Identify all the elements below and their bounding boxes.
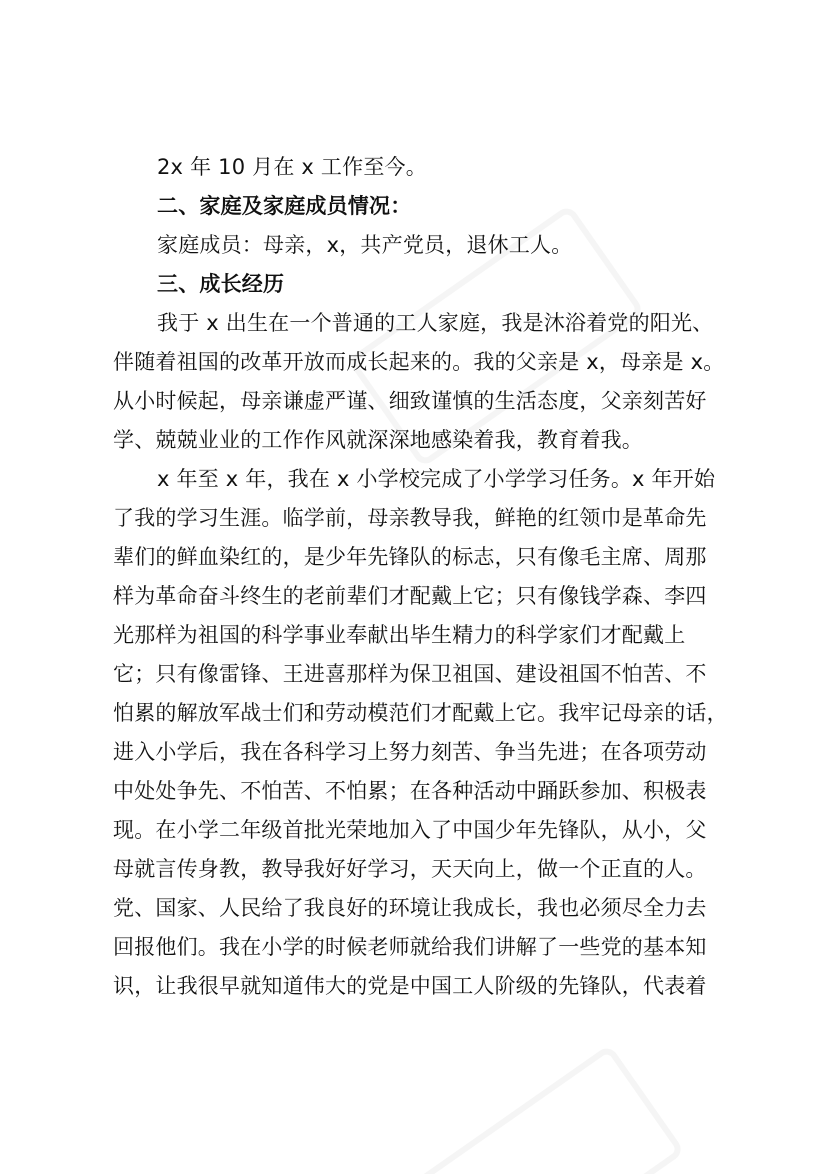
paragraph-line: 怕累的解放军战士们和劳动模范们才配戴上它。我牢记母亲的话， <box>113 701 728 725</box>
section-heading-growth: 三、成长经历 <box>157 272 285 296</box>
section-heading-family: 二、家庭及家庭成员情况： <box>157 194 412 218</box>
paragraph-line: 母就言传身教，教导我好好学习，天天向上，做一个正直的人。 <box>113 857 707 881</box>
paragraph-line: 辈们的鲜血染红的，是少年先锋队的标志，只有像毛主席、周那 <box>113 545 707 569</box>
document-body <box>113 148 728 1006</box>
paragraph-line: 学、兢兢业业的工作作风就深深地感染着我，教育着我。 <box>113 428 643 452</box>
paragraph-line: 它；只有像雷锋、王进喜那样为保卫祖国、建设祖国不怕苦、不 <box>113 662 707 686</box>
paragraph-line: 中处处争先、不怕苦、不怕累；在各种活动中踊跃参加、积极表 <box>113 779 707 803</box>
paragraph-line: x 年至 x 年，我在 x 小学校完成了小学学习任务。x 年开始 <box>157 467 716 491</box>
paragraph-line: 进入小学后，我在各科学习上努力刻苦、争当先进；在各项劳动 <box>113 740 707 764</box>
paragraph-line: 党、国家、人民给了我良好的环境让我成长，我也必须尽全力去 <box>113 896 707 920</box>
paragraph-line: 现。在小学二年级首批光荣地加入了中国少年先锋队，从小，父 <box>113 818 707 842</box>
paragraph-line: 2x 年 10 月在 x 工作至今。 <box>157 155 427 179</box>
paragraph-line: 伴随着祖国的改革开放而成长起来的。我的父亲是 x，母亲是 x。 <box>113 350 725 374</box>
paragraph-line: 了我的学习生涯。临学前，母亲教导我，鲜艳的红领巾是革命先 <box>113 506 707 530</box>
paragraph-line: 家庭成员：母亲，x，共产党员，退休工人。 <box>157 233 573 257</box>
paragraph-line: 从小时候起，母亲谦虚严谨、细致谨慎的生活态度，父亲刻苦好 <box>113 389 707 413</box>
paragraph-line: 识，让我很早就知道伟大的党是中国工人阶级的先锋队，代表着 <box>113 974 707 998</box>
watermark <box>387 1044 686 1174</box>
paragraph-line: 我于 x 出生在一个普通的工人家庭，我是沐浴着党的阳光、 <box>157 311 714 335</box>
paragraph-line: 回报他们。我在小学的时候老师就给我们讲解了一些党的基本知 <box>113 935 707 959</box>
paragraph-line: 样为革命奋斗终生的老前辈们才配戴上它；只有像钱学森、李四 <box>113 584 707 608</box>
paragraph-line: 光那样为祖国的科学事业奉献出毕生精力的科学家们才配戴上 <box>113 623 686 647</box>
